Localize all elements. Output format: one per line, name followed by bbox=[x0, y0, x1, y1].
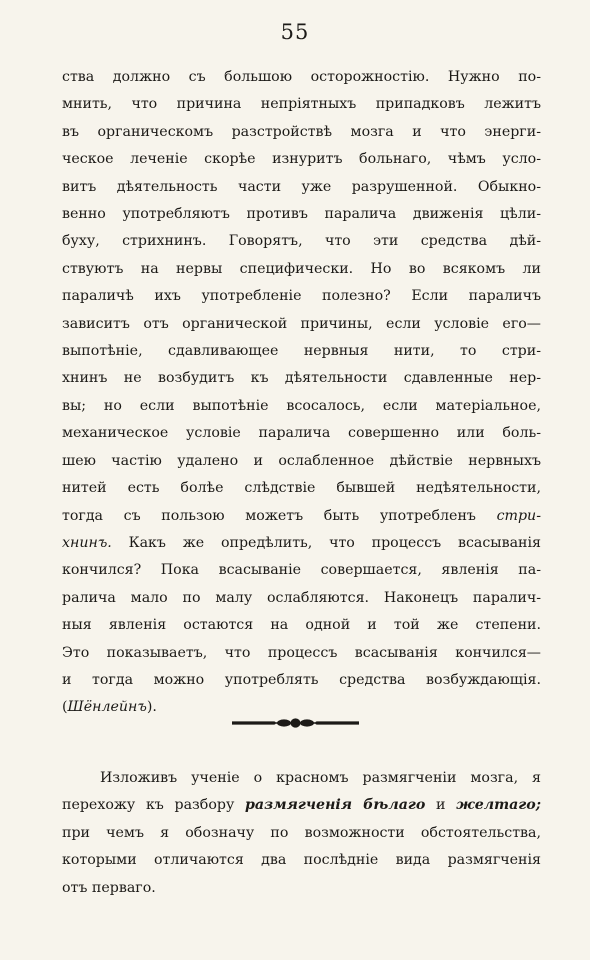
text-line: шею частію удалено и ослабленное дѣйствіе нервныхъ bbox=[62, 452, 541, 469]
text-line: отъ перваго. bbox=[62, 879, 156, 896]
text-line: которыми отличаются два послѣдніе вида размягченія bbox=[62, 852, 541, 869]
paren-close: ). bbox=[146, 699, 157, 716]
text-line: нитей есть болѣе слѣдствіе бывшей недѣятельности, bbox=[62, 480, 541, 497]
page-number: 55 bbox=[280, 20, 310, 44]
text-line: ныя явленія остаются на одной и той же степени. bbox=[62, 617, 541, 634]
text-line: мнить, что причина непріятныхъ припадковъ лежитъ bbox=[62, 96, 541, 113]
text-line: венно употребляютъ противъ паралича движенія цѣли- bbox=[62, 206, 541, 223]
text-line: въ органическомъ разстройствѣ мозга и что энерги- bbox=[62, 123, 541, 140]
text-line: выпотѣніе, сдавливающее нервныя нити, то стри- bbox=[62, 343, 541, 360]
text-line: параличѣ ихъ употребленіе полезно? Если параличъ bbox=[62, 288, 541, 305]
text-segment: тогда съ пользою можетъ быть употребленъ bbox=[62, 507, 476, 524]
text-line: Это показываетъ, что процессъ всасыванія кончился— bbox=[62, 644, 541, 661]
author-citation: Шёнлейнъ bbox=[67, 699, 147, 716]
text-line: буху, стрихнинъ. Говорятъ, что эти средства дѣй- bbox=[62, 233, 541, 250]
text-line: ства должно съ большою осторожностію. Нужно по- bbox=[62, 69, 541, 85]
italic-bold-term: размягченія бѣлаго bbox=[244, 797, 426, 814]
text-line: вы; но если выпотѣніе всосалось, если матеріальное, bbox=[62, 397, 541, 414]
text-line: механическое условіе паралича совершенно или боль- bbox=[62, 425, 541, 442]
text-line: зависитъ отъ органической причины, если условіе его— bbox=[62, 315, 541, 332]
paragraph-1 bbox=[62, 64, 541, 722]
italic-bold-term: желтаго; bbox=[456, 797, 541, 814]
paren-open: ( bbox=[62, 699, 68, 716]
italic-term: хнинъ. bbox=[62, 534, 112, 551]
text-line: ческое леченіе скорѣе изнуритъ больнаго, чѣмъ усло- bbox=[62, 151, 541, 168]
text-line: при чемъ я обозначу по возможности обстоятельства, bbox=[62, 824, 541, 841]
section-divider-ornament bbox=[232, 716, 359, 730]
text-line: кончился? Пока всасываніе совершается, явленія па- bbox=[62, 562, 541, 579]
text-line: Изложивъ ученіе о красномъ размягченіи мозга, я bbox=[100, 770, 541, 786]
text-line: и тогда можно употреблять средства возбуждающія. bbox=[62, 671, 541, 688]
text-line bbox=[62, 530, 541, 557]
text-line: ствуютъ на нервы специфически. Но во всякомъ ли bbox=[62, 260, 541, 277]
text-segment: перехожу къ разбору bbox=[62, 797, 235, 814]
text-line bbox=[62, 503, 541, 530]
text-line: витъ дѣятельность части уже разрушенной. Обыкно- bbox=[62, 178, 541, 195]
italic-term: стри- bbox=[496, 507, 541, 524]
paragraph-2 bbox=[62, 765, 541, 902]
text-line: ралича мало по малу ослабляются. Наконецъ паралич- bbox=[62, 589, 541, 606]
text-line bbox=[62, 792, 541, 819]
text-segment: и bbox=[436, 797, 446, 814]
text-segment: Какъ же опредѣлить, что процессъ всасыванія bbox=[128, 534, 541, 551]
text-line: хнинъ не возбудитъ къ дѣятельности сдавленные нер- bbox=[62, 370, 541, 387]
